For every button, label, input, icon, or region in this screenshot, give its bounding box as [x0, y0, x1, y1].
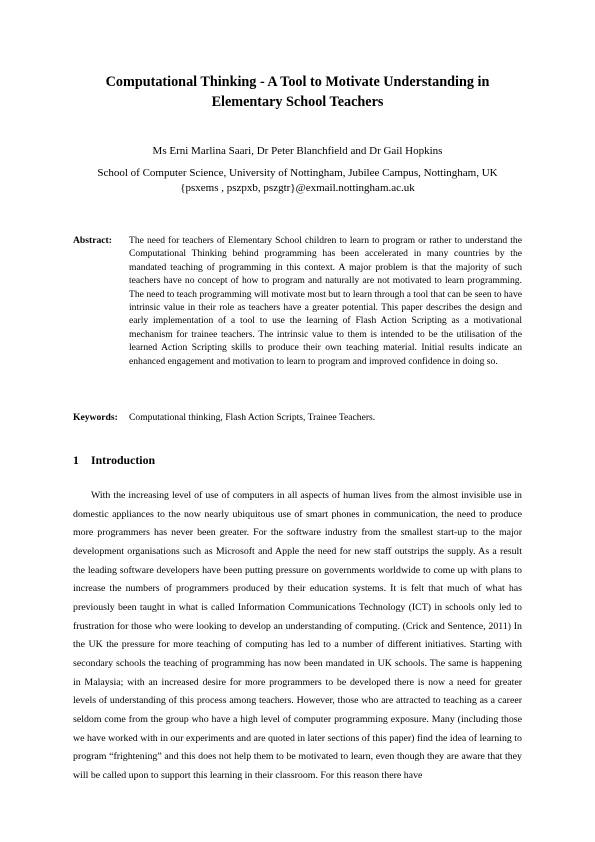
intro-paragraph: With the increasing level of use of computers in all aspects of human lives from the almost invisible use in domestic appliances to the now nearly ubiquitous use of smart phones in communication, the need to produce more programmers has never been greater. For the software industry from the smallest start-up to the major development organisations such as Microsoft and Apple the need for new staff outstrips the supply. As a result the leading software developers have been putting pressure on governments worldwide to come up with plans to increase the numbers of programmers produced by their education systems. It is felt that much of what has previously been taught in what is called Information Communications Technology (ICT) in schools only led to frustration for those who were looking to develop an understanding of computing. (Crick and Sentence, 2011) In the UK the pressure for more teaching of computing has led to a number of different initiatives. Starting with secondary schools the teaching of programming has now been mandated in UK schools. The same is happening in Malaysia; with an increased desire for more programmers to be developed there is now a need for greater levels of understanding of this process among teachers. However, those who are attracted to teaching as a career seldom come from the group who have a high level of computer programming exposure. Many (including those we have worked with in our experiments and are quoted in later sections of this paper) find the idea of learning to program “frightening” and this does not help them to be motivated to learn, even though they are aware that they will be called upon to support this learning in their classroom. For this reason there have: [73, 490, 522, 781]
abstract-text: The need for teachers of Elementary School children to learn to program or rather to understand the Computational Thinking behind programming has been accelerated in many countries by the mandated teaching of programming in this context. A major problem is that the majority of such teachers have no concept of how to program and naturally are not motivated to learn programming. The need to teach programming will motivate most but to learn through a tool that can be seen to have intrinsic value in their role as teachers have a greater potential. This paper describes the design and early implementation of a tool to use the learning of Flash Action Scripting as a motivational mechanism for trainee teachers. The intrinsic value to them is intended to be the utilisation of the learned Action Scripting skills to produce their own teaching material. Initial results indicate an enhanced engagement and motivation to learn to program and improved confidence in doing so.: [129, 235, 522, 367]
author-list: Ms Erni Marlina Saari, Dr Peter Blanchfield and Dr Gail Hopkins: [152, 145, 443, 157]
keywords-label: Keywords:: [73, 412, 118, 423]
intro-body: [73, 487, 522, 786]
title-line-1: Computational Thinking - A Tool to Motivate Understanding in: [105, 74, 490, 90]
title-line-2: Elementary School Teachers: [211, 94, 384, 110]
section-heading: [73, 453, 155, 468]
section-title: Introduction: [91, 453, 156, 467]
section-number: 1: [73, 453, 79, 467]
paper-title: [70, 72, 525, 112]
affiliation: School of Computer Science, University of Nottingham, Jubilee Campus, Nottingham, UK: [97, 167, 498, 179]
abstract-label: Abstract:: [73, 235, 112, 246]
author-emails: {psxems , pszpxb, pszgtr}@exmail.nottingham.ac.uk: [180, 182, 415, 194]
keywords-text: Computational thinking, Flash Action Scripts, Trainee Teachers.: [129, 412, 376, 423]
affiliation-block: [0, 166, 595, 196]
